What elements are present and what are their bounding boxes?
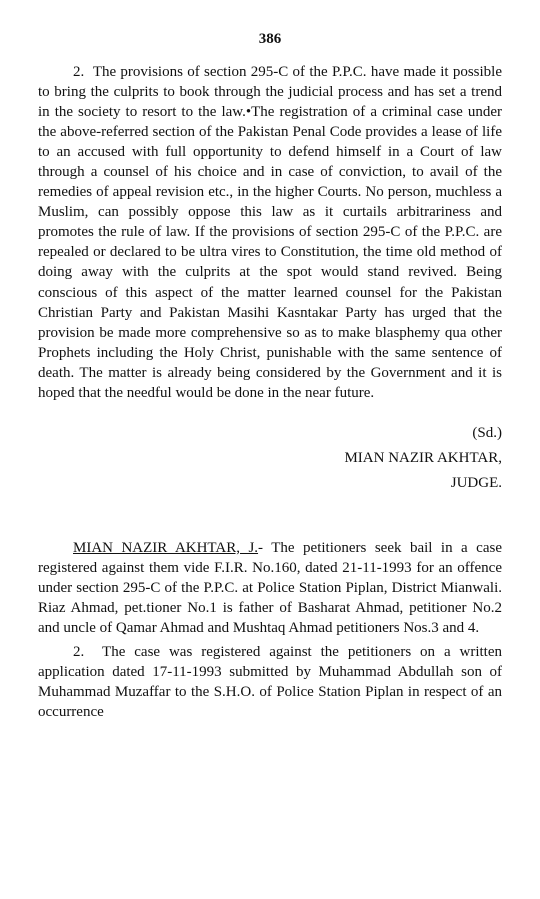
judgment-paragraph-text: - The petitioners seek bail in a case registered against them vide F.I.R. No.160, dated 21-11-1993 for an offence under section 295-C of the P.P.C. at Police Station Piplan, District Mianwali. Riaz Ahmad, pet.tioner No.1 is father of Basharat Ahmad, petitioner No.2 and uncle of Qamar Ahmad and Mushtaq Ahmad petitioners Nos.3 and 4.: [38, 539, 502, 636]
signature-judge-name: MIAN NAZIR AKHTAR,: [344, 449, 502, 466]
signature-sd: (Sd.): [472, 424, 502, 441]
judgment-author: MIAN NAZIR AKHTAR, J.: [73, 539, 259, 556]
document-page: [38, 30, 502, 722]
paragraph-provisions-295c: 2. The provisions of section 295-C of the P.P.C. have made it possible to bring the culprits to book through the judicial process and has set a trend in the society to resort to the law.•The registration of a criminal case under the above-referred section of the Pakistan Penal Code provides a lease of life to an accused with full opportunity to defend himself in a Court of law through a counsel of his choice and in case of conviction, to avail of the remedies of appeal revision etc., in the higher Courts. No person, muchless a Muslim, can possibly oppose this law as it curtails arbitrariness and promotes the rule of law. If the provisions of section 295-C of the P.P.C. are repealed or declared to be ultra vires to Constitution, the time old method of doing away with the culprits at the spot would stand revived. Being conscious of this aspect of the matter learned counsel for the Pakistan Christian Party and Pakistan Masihi Kasntakar Party has urged that the provision be made more comprehensive so as to make blasphemy qua other Prophets including the Holy Christ, punishable with the same sentence of death. The matter is already being considered by the Government and it is hoped that the needful would be done in the near future.: [38, 64, 502, 401]
section-gap: [38, 496, 502, 538]
signature-judge-title: JUDGE.: [450, 474, 502, 491]
page-number: 386: [258, 31, 282, 47]
signature-block: [38, 421, 502, 496]
judgment-paragraph-bail: [38, 538, 502, 638]
judgment-paragraph-case-registration: 2. The case was registered against the petitioners on a written application dated 17-11-1993 submitted by Muhammad Abdullah son of Muhammad Muzaffar to the S.H.O. of Police Station Piplan in respect of an occurrence: [38, 644, 502, 721]
